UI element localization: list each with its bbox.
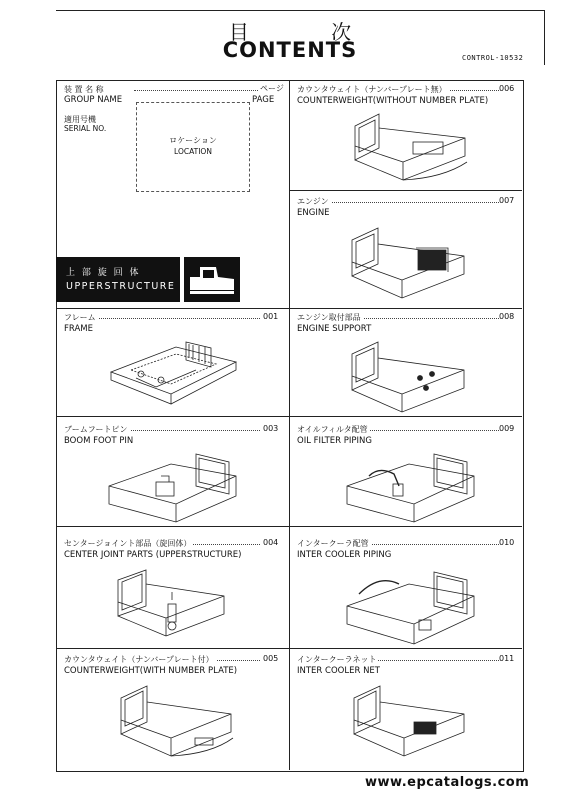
section-label-jp: 上 部 旋 回 体 <box>66 268 141 278</box>
entry-page: 001 <box>263 312 279 321</box>
inter-cooler-piping-illustration <box>339 564 489 648</box>
entry-title-jp: エンジン <box>297 197 329 206</box>
entry-title-jp: オイルフィルタ配管 <box>297 425 368 434</box>
entry-boom-foot-pin[interactable] <box>56 416 289 526</box>
location-jp: ロケーション <box>169 136 217 145</box>
entry-title-en: BOOM FOOT PIN <box>64 436 134 446</box>
legend-cell <box>56 80 289 308</box>
section-label-en: UPPERSTRUCTURE <box>66 281 176 292</box>
entry-page: 003 <box>263 424 279 433</box>
entry-page: 007 <box>499 196 515 205</box>
legend-dots <box>134 90 276 91</box>
entry-counterweight-with-plate[interactable] <box>56 648 289 770</box>
inter-cooler-net-illustration <box>344 676 474 766</box>
entry-page: 005 <box>263 654 279 663</box>
legend-serial-en: SERIAL NO. <box>64 124 107 133</box>
entry-title-en: INTER COOLER PIPING <box>297 550 392 560</box>
entry-title-en: OIL FILTER PIPING <box>297 436 372 446</box>
entry-title-jp: インタークーラ配管 <box>297 539 369 548</box>
entry-title-en: COUNTERWEIGHT(WITHOUT NUMBER PLATE) <box>297 96 489 106</box>
entry-page: 011 <box>499 654 515 663</box>
upperstructure-icon <box>184 257 240 302</box>
entry-page: 009 <box>499 424 515 433</box>
website-url: www.epcatalogs.com <box>365 775 530 790</box>
entry-page: 010 <box>499 538 515 547</box>
entry-counterweight-without-plate[interactable] <box>289 80 522 190</box>
title-japanese: 目 次 <box>228 20 390 44</box>
boom-foot-pin-illustration <box>101 446 251 526</box>
page-title: CONTENTS <box>222 38 358 62</box>
entry-inter-cooler-net[interactable] <box>289 648 522 770</box>
oil-filter-piping-illustration <box>339 446 489 526</box>
legend-page-en: PAGE <box>252 95 275 105</box>
entry-title-en: INTER COOLER NET <box>297 666 380 676</box>
frame-illustration <box>101 332 251 414</box>
entry-title-en: FRAME <box>64 324 93 334</box>
legend-group-name-en: GROUP NAME <box>64 95 123 105</box>
location-en: LOCATION <box>174 147 212 156</box>
entry-title-jp: カウンタウェイト（ナンバープレート無） <box>297 85 447 94</box>
engine-illustration <box>344 220 474 304</box>
entry-title-en: CENTER JOINT PARTS (UPPERSTRUCTURE) <box>64 550 242 560</box>
entry-engine[interactable] <box>289 190 522 308</box>
legend-page-jp: ページ <box>260 84 284 93</box>
entry-engine-support[interactable] <box>289 308 522 416</box>
location-box <box>136 102 250 192</box>
legend-serial-jp: 適用号機 <box>64 115 96 124</box>
counterweight-with-plate-illustration <box>111 676 241 766</box>
entry-title-jp: ブームフートピン <box>64 425 128 434</box>
entry-title-jp: センタージョイント部品（旋回体） <box>64 539 192 548</box>
entry-page: 004 <box>263 538 279 547</box>
entry-title-jp: インタークーラネット <box>297 655 377 664</box>
counterweight-without-plate-illustration <box>347 106 472 186</box>
center-joint-illustration <box>106 562 236 646</box>
engine-support-illustration <box>344 334 474 414</box>
entry-oil-filter-piping[interactable] <box>289 416 522 526</box>
entry-center-joint[interactable] <box>56 526 289 648</box>
entry-inter-cooler-piping[interactable] <box>289 526 522 648</box>
entry-title-en: COUNTERWEIGHT(WITH NUMBER PLATE) <box>64 666 238 676</box>
entry-title-jp: エンジン取付部品 <box>297 313 361 322</box>
entry-title-jp: フレーム <box>64 313 96 322</box>
legend-group-name-jp: 装 置 名 称 <box>64 85 104 94</box>
entry-frame[interactable] <box>56 308 289 416</box>
control-number: CONTROL-10532 <box>462 54 524 62</box>
entry-title-jp: カウンタウェイト（ナンバープレート付） <box>64 655 214 664</box>
entry-title-en: ENGINE SUPPORT <box>297 324 372 334</box>
entry-page: 006 <box>499 84 515 93</box>
entry-page: 008 <box>499 312 515 321</box>
section-label-box <box>56 257 180 302</box>
entry-title-en: ENGINE <box>297 208 330 218</box>
